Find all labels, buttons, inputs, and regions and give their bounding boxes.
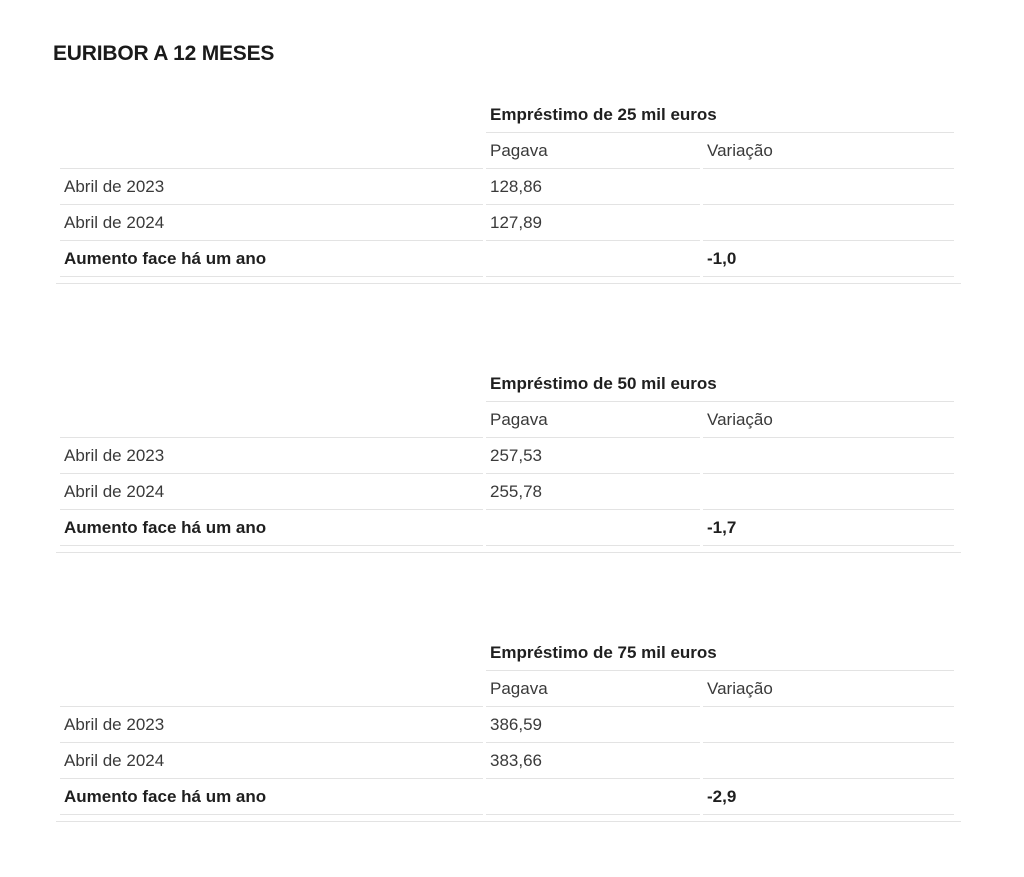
column-header-variacao: Variação [703,402,954,438]
empty-cell [60,97,483,133]
total-row [56,779,961,815]
table-caption-row [56,97,961,133]
loan-table-75k [56,635,961,815]
pagava-value: 383,66 [486,743,700,779]
column-header-pagava: Pagava [486,133,700,169]
pagava-value [486,510,700,546]
table-row [56,707,961,743]
table-caption: Empréstimo de 75 mil euros [486,635,954,671]
variacao-value [703,474,954,510]
table-caption: Empréstimo de 50 mil euros [486,366,954,402]
total-label: Aumento face há um ano [60,779,483,815]
table-row [56,474,961,510]
total-variacao-value: -2,9 [703,779,954,815]
loan-table-50k [56,366,961,546]
pagava-value: 127,89 [486,205,700,241]
column-header-variacao: Variação [703,133,954,169]
pagava-value: 257,53 [486,438,700,474]
pagava-value: 128,86 [486,169,700,205]
table-row [56,438,961,474]
empty-cell [60,133,483,169]
total-row [56,510,961,546]
total-label: Aumento face há um ano [60,241,483,277]
variacao-value [703,438,954,474]
table-row [56,205,961,241]
table-row [56,743,961,779]
total-label: Aumento face há um ano [60,510,483,546]
pagava-value: 255,78 [486,474,700,510]
variacao-value [703,743,954,779]
variacao-value [703,707,954,743]
column-header-row [56,133,961,169]
total-variacao-value: -1,7 [703,510,954,546]
total-variacao-value: -1,0 [703,241,954,277]
row-label: Abril de 2024 [60,474,483,510]
row-label: Abril de 2023 [60,707,483,743]
empty-cell [60,402,483,438]
pagava-value [486,241,700,277]
row-label: Abril de 2024 [60,205,483,241]
pagava-value [486,779,700,815]
variacao-value [703,169,954,205]
page-title: EURIBOR A 12 MESES [53,42,275,65]
row-label: Abril de 2023 [60,169,483,205]
column-header-row [56,671,961,707]
row-label: Abril de 2024 [60,743,483,779]
variacao-value [703,205,954,241]
table-caption-row [56,366,961,402]
column-header-pagava: Pagava [486,402,700,438]
loan-table-25k [56,97,961,277]
table-row [56,169,961,205]
column-header-pagava: Pagava [486,671,700,707]
table-caption-row [56,635,961,671]
row-label: Abril de 2023 [60,438,483,474]
empty-cell [60,366,483,402]
pagava-value: 386,59 [486,707,700,743]
column-header-variacao: Variação [703,671,954,707]
total-row [56,241,961,277]
empty-cell [60,671,483,707]
column-header-row [56,402,961,438]
empty-cell [60,635,483,671]
table-caption: Empréstimo de 25 mil euros [486,97,954,133]
